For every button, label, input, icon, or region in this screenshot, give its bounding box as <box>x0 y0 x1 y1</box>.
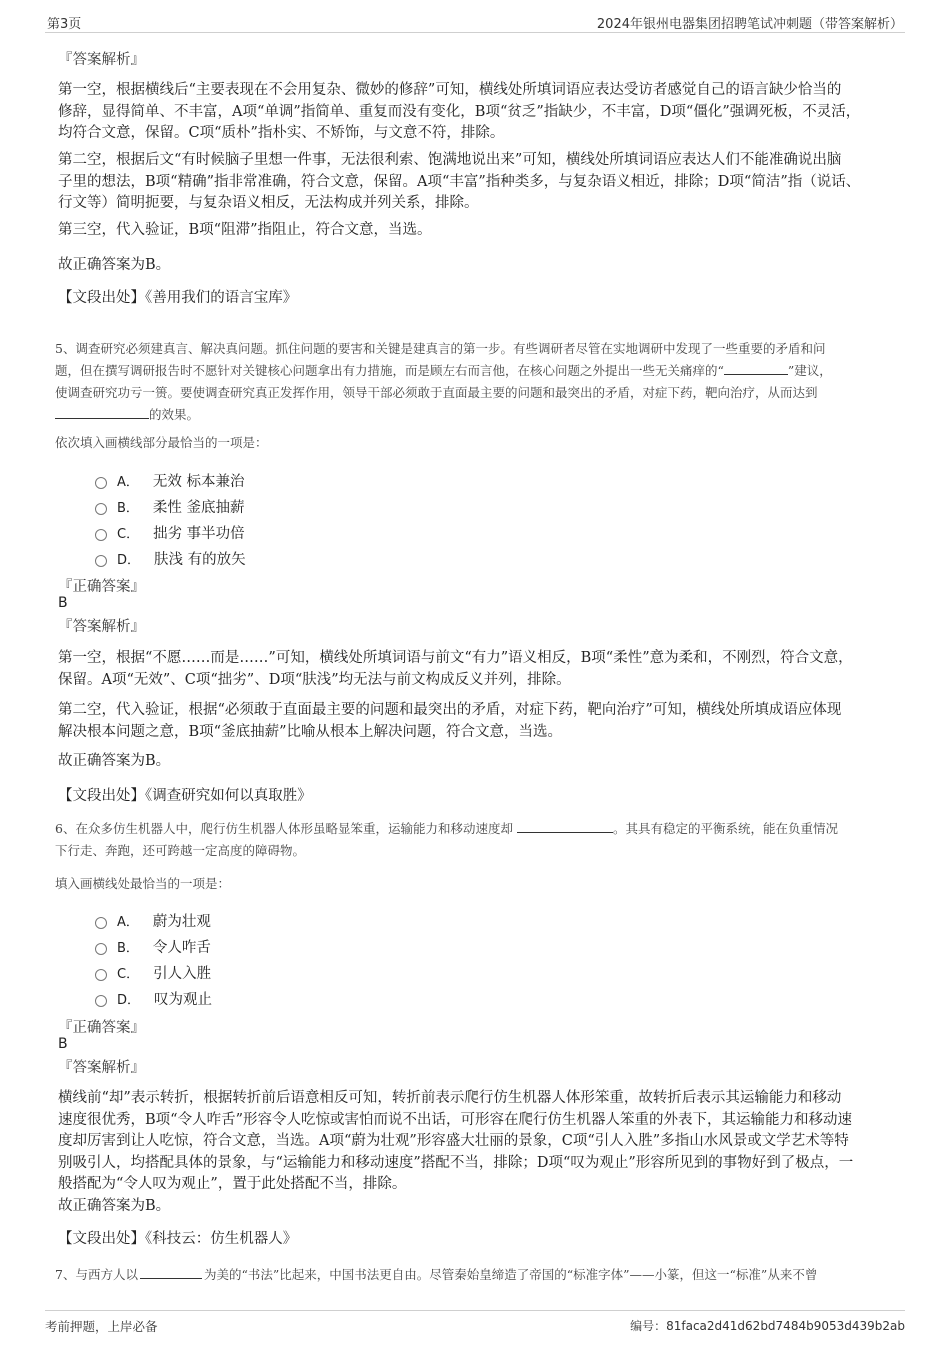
q6-source: 【文段出处】《科技云：仿生机器人》 <box>58 1231 298 1247</box>
option-letter: B． <box>117 501 139 516</box>
radio-icon[interactable] <box>95 477 107 489</box>
radio-icon[interactable] <box>95 529 107 541</box>
document-code: 编号：81faca2d41d62bd7484b9053d439b2ab <box>630 1319 905 1333</box>
option-text: 柔性 釜底抽薪 <box>152 500 245 516</box>
option-letter: D． <box>117 993 141 1008</box>
radio-icon[interactable] <box>95 555 107 567</box>
q6-answer: B <box>58 1036 68 1052</box>
fill-blank <box>55 404 149 419</box>
text-line: 速度很优秀，B项“令人咋舌”形容令人吃惊或害怕而说不出话，可形容在爬行仿生机器人笨重的外表下，其运输能力和移动速 <box>58 1111 852 1128</box>
option-text: 引人入胜 <box>153 966 212 982</box>
q4-analysis-paragraph-2 <box>58 150 898 215</box>
option-letter: B． <box>117 941 139 956</box>
radio-icon[interactable] <box>95 943 107 955</box>
text-line: 题，但在撰写调研报告时不愿针对关键核心问题拿出有力措施，而是顾左右而言他，在核心问题之外提出一些无关痛痒的“ <box>55 363 724 378</box>
text-line: 度却厉害到让人吃惊，符合文意，当选。A项“蔚为壮观”形容盛大壮丽的景象，C项“引人入胜”多指山水风景或文学艺术等特 <box>58 1133 849 1149</box>
q5-analysis-label: 『答案解析』 <box>58 619 145 635</box>
radio-icon[interactable] <box>95 969 107 981</box>
text-line: 使调查研究功亏一篑。要使调查研究真正发挥作用，领导干部必须敢于直面最主要的问题和最突出的矛盾，对症下药，靶向治疗，从而达到 <box>55 385 818 400</box>
text-line: 第一空，根据“不愿……而是……”可知，横线处所填词语与前文“有力”语义相反，B项“柔性”意为柔和，不刚烈，符合文意， <box>58 650 853 666</box>
radio-icon[interactable] <box>95 917 107 929</box>
text-line: 为美的“书法”比起来，中国书法更自由。尽管秦始皇缔造了帝国的“标准字体”——小篆，但这一“标准”从来不曾 <box>203 1267 818 1282</box>
q6-correct-label: 『正确答案』 <box>58 1020 145 1036</box>
radio-icon[interactable] <box>95 995 107 1007</box>
text-line: 横线前“却”表示转折，根据转折前后语意相反可知，转折前表示爬行仿生机器人体形笨重，故转折后表示其运输能力和移动 <box>58 1090 842 1106</box>
q4-analysis-paragraph-1 <box>58 80 898 145</box>
text-line: 第一空，根据横线后“主要表现在不会用复杂、微妙的修辞”可知，横线处所填词语应表达受访者感觉自己的语言缺少恰当的 <box>58 82 842 98</box>
q4-analysis-paragraph-3: 第三空，代入验证，B项“阻滞”指阻止，符合文意，当选。 <box>58 222 432 238</box>
text-line: 般搭配为“令人叹为观止”，置于此处搭配不当，排除。 <box>58 1176 407 1192</box>
text-line: 7、与西方人以 <box>55 1267 138 1282</box>
q5-analysis-paragraph-1 <box>58 648 898 691</box>
q5-option-c[interactable] <box>95 522 245 543</box>
option-text: 令人咋舌 <box>152 940 211 956</box>
option-text: 蔚为壮观 <box>152 914 211 930</box>
page-footer <box>45 1310 905 1337</box>
q5-conclusion: 故正确答案为B。 <box>58 753 171 769</box>
footer-slogan: 考前押题，上岸必备 <box>45 1319 158 1334</box>
q6-analysis-paragraph <box>58 1088 898 1196</box>
text-line: 子里的想法，B项“精确”指非常准确，符合文意，保留。A项“丰富”指种类多，与复杂语义相近，排除；D项“简洁”指（说话、 <box>58 173 861 190</box>
q5-option-d[interactable] <box>95 548 246 569</box>
text-line: 第二空，代入验证，根据“必须敢于直面最主要的问题和最突出的矛盾，对症下药，靶向治疗”可知，横线处所填成语应体现 <box>58 702 842 718</box>
text-line: 的效果。 <box>149 407 200 422</box>
text-line: 6、在众多仿生机器人中，爬行仿生机器人体形虽略显笨重，运输能力和移动速度却 <box>55 821 513 836</box>
document-title: 2024年银州电器集团招聘笔试冲刺题（带答案解析） <box>596 17 903 32</box>
option-letter: C． <box>117 967 140 982</box>
q6-prompt: 填入画横线处最恰当的一项是： <box>55 876 231 891</box>
text-line: 。其具有稳定的平衡系统，能在负重情况 <box>612 821 838 836</box>
option-letter: A． <box>117 915 139 930</box>
text-line: 解决根本问题之意，B项“釜底抽薪”比喻从根本上解决问题，符合文意，当选。 <box>58 723 562 740</box>
text-line: 下行走、奔跑，还可跨越一定高度的障碍物。 <box>55 843 306 858</box>
q6-option-c[interactable] <box>95 962 211 983</box>
q5-correct-label: 『正确答案』 <box>58 579 145 595</box>
option-letter: D． <box>117 553 141 568</box>
q5-source: 【文段出处】《调查研究如何以真取胜》 <box>58 788 312 804</box>
q7-question <box>55 1264 900 1286</box>
q6-conclusion: 故正确答案为B。 <box>58 1198 171 1214</box>
q5-analysis-paragraph-2 <box>58 700 898 743</box>
fill-blank <box>724 360 788 375</box>
q6-option-a[interactable] <box>95 910 211 931</box>
option-text: 叹为观止 <box>154 992 213 1008</box>
option-text: 肤浅 有的放矢 <box>154 552 246 568</box>
q6-question <box>55 818 900 862</box>
text-line: 行文等）简明扼要，与复杂语义相反，无法构成并列关系，排除。 <box>58 195 479 211</box>
q5-answer: B <box>58 595 68 611</box>
q5-question <box>55 338 900 426</box>
q5-option-a[interactable] <box>95 470 245 491</box>
text-line: 5、调查研究必须建真言、解决真问题。抓住问题的要害和关键是建真言的第一步。有些调研者尽管在实地调研中发现了一些重要的矛盾和问 <box>55 341 826 356</box>
page-number: 第3页 <box>47 17 82 32</box>
q4-analysis-label: 『答案解析』 <box>58 52 145 68</box>
fill-blank <box>517 818 613 833</box>
text-line: 第二空，根据后文“有时候脑子里想一件事，无法很利索、饱满地说出来”可知，横线处所填词语应表达人们不能准确说出脑 <box>58 152 842 168</box>
q4-source: 【文段出处】《善用我们的语言宝库》 <box>58 290 298 306</box>
q5-prompt: 依次填入画横线部分最恰当的一项是： <box>55 435 268 450</box>
page-header <box>45 10 905 33</box>
text-line: 修辞，显得简单、不丰富，A项“单调”指简单、重复而没有变化，B项“贫乏”指缺少，不丰富，D项“僵化”强调死板，不灵活， <box>58 103 861 120</box>
text-line: 别吸引人，均搭配具体的景象，与“运输能力和移动速度”搭配不当，排除；D项“叹为观止”形容所见到的事物好到了极点，一 <box>58 1154 854 1171</box>
q6-option-d[interactable] <box>95 988 212 1009</box>
text-line: 保留。A项“无效”、C项“拙劣”、D项“肤浅”均无法与前文构成反义并列，排除。 <box>58 671 571 688</box>
q4-conclusion: 故正确答案为B。 <box>58 257 171 273</box>
fill-blank <box>140 1264 202 1279</box>
option-text: 拙劣 事半功倍 <box>153 526 245 542</box>
option-text: 无效 标本兼治 <box>152 474 245 490</box>
q6-analysis-label: 『答案解析』 <box>58 1060 145 1076</box>
option-letter: A． <box>117 475 139 490</box>
text-line: ”建议， <box>787 363 832 378</box>
text-line: 均符合文意，保留。C项“质朴”指朴实、不矫饰，与文意不符，排除。 <box>58 125 505 141</box>
q5-option-b[interactable] <box>95 496 245 517</box>
option-letter: C． <box>117 527 140 542</box>
radio-icon[interactable] <box>95 503 107 515</box>
q6-option-b[interactable] <box>95 936 211 957</box>
